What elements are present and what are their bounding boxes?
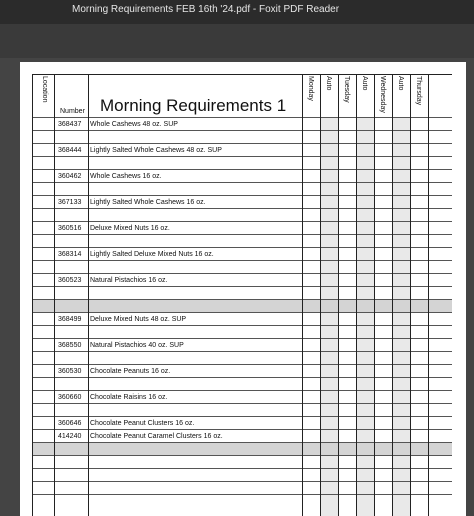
- item-description: Lightly Salted Deluxe Mixed Nuts 16 oz.: [90, 251, 214, 258]
- table-row: [32, 183, 452, 196]
- table-row: [32, 287, 452, 300]
- table-row: [32, 378, 452, 391]
- item-number: 360646: [58, 420, 82, 427]
- item-number: 360516: [58, 225, 82, 232]
- pdf-page: [20, 62, 466, 516]
- day-column-header: Auto: [397, 76, 404, 91]
- item-description: Deluxe Mixed Nuts 16 oz.: [90, 225, 170, 232]
- item-number: 368437: [58, 121, 82, 128]
- column-divider: [88, 74, 89, 516]
- item-number: 414240: [58, 433, 82, 440]
- table-row: [32, 352, 452, 365]
- column-divider: [338, 74, 339, 516]
- item-description: Chocolate Peanut Caramel Clusters 16 oz.: [90, 433, 223, 440]
- item-description: Chocolate Peanut Clusters 16 oz.: [90, 420, 195, 427]
- item-number: 360462: [58, 173, 82, 180]
- item-number: 367133: [58, 199, 82, 206]
- table-row: [32, 131, 452, 144]
- item-number: 368444: [58, 147, 82, 154]
- column-divider: [410, 74, 411, 516]
- table-row: [32, 443, 452, 456]
- column-divider: [428, 74, 429, 516]
- item-description: Deluxe Mixed Nuts 48 oz. SUP: [90, 316, 187, 323]
- table-row: [32, 326, 452, 339]
- sheet-title: Morning Requirements 1: [100, 96, 287, 115]
- toolbar-area: [0, 24, 474, 59]
- table-row: [32, 456, 452, 469]
- item-number: 368499: [58, 316, 82, 323]
- table-row: [32, 482, 452, 495]
- item-number: 368550: [58, 342, 82, 349]
- table-row: [32, 235, 452, 248]
- item-description: Natural Pistachios 16 oz.: [90, 277, 168, 284]
- item-description: Lightly Salted Whole Cashews 48 oz. SUP: [90, 147, 222, 154]
- item-number: 360530: [58, 368, 82, 375]
- table-row: [32, 300, 452, 313]
- column-divider: [392, 74, 393, 516]
- day-column-header: Monday: [307, 76, 314, 101]
- day-column-header: Thursday: [415, 76, 422, 106]
- day-column-header: Wednesday: [379, 76, 386, 113]
- day-column-header: Tuesday: [343, 76, 350, 103]
- table-row: [32, 261, 452, 274]
- item-number: 360523: [58, 277, 82, 284]
- column-divider: [320, 74, 321, 516]
- item-number: 368314: [58, 251, 82, 258]
- table-row: [32, 404, 452, 417]
- column-divider: [54, 74, 55, 516]
- day-column-header: Auto: [361, 76, 368, 91]
- item-number: 360660: [58, 394, 82, 401]
- number-header: Number: [60, 108, 85, 115]
- item-description: Lightly Salted Whole Cashews 16 oz.: [90, 199, 206, 206]
- column-divider: [32, 74, 33, 516]
- item-description: Natural Pistachios 40 oz. SUP: [90, 342, 184, 349]
- table-row: [32, 157, 452, 170]
- location-header: Location: [41, 76, 48, 103]
- item-description: Whole Cashews 16 oz.: [90, 173, 162, 180]
- item-description: Chocolate Raisins 16 oz.: [90, 394, 168, 401]
- item-description: Chocolate Peanuts 16 oz.: [90, 368, 171, 375]
- window-titlebar: [0, 0, 474, 24]
- item-description: Whole Cashews 48 oz. SUP: [90, 121, 178, 128]
- column-divider: [356, 74, 357, 516]
- column-divider: [302, 74, 303, 516]
- window-title: Morning Requirements FEB 16th '24.pdf - Foxit PDF Reader: [72, 4, 340, 15]
- column-divider: [374, 74, 375, 516]
- table-row: [32, 469, 452, 482]
- day-column-header: Auto: [325, 76, 332, 91]
- table-row: [32, 209, 452, 222]
- requirements-table: [32, 74, 452, 516]
